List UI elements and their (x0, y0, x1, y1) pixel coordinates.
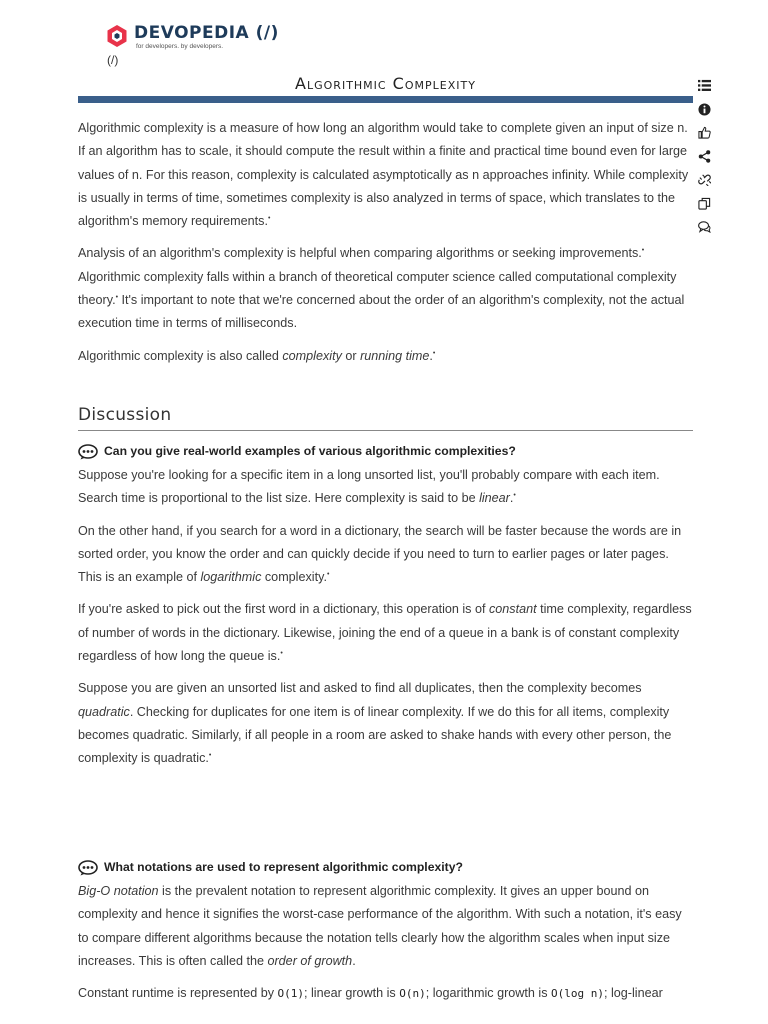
code-inline: O(log n) (551, 987, 604, 1001)
answer-paragraph: Suppose you're looking for a specific item in a long unsorted list, you'll probably compare with each item. Search time is proportional to the list size. Here complexity is said to be linear.• (78, 468, 660, 506)
article-intro (78, 117, 693, 377)
answer-paragraph: On the other hand, if you search for a word in a dictionary, the search will be faster because the words are in sorted order, you know the order and can quickly decide if you need to turn to earlier pages or later pages. This is an example of logarithmic complexity.• (78, 523, 682, 585)
section-divider (78, 430, 693, 431)
answer-paragraph: Constant runtime is represented by O(1); linear growth is O(n); logarithmic growth is O(log n); log-linear (78, 986, 663, 1001)
thumbs-up-icon[interactable] (694, 121, 714, 145)
citation-marker[interactable]: • (280, 649, 283, 657)
comments-icon[interactable] (694, 215, 714, 239)
answer-paragraph: Suppose you are given an unsorted list and asked to find all duplicates, then the complexity becomes quadratic. Checking for duplicates for one item is of linear complexity. If we do this for all items, complexity becomes quadratic. Similarly, if all people in a room are asked to shake hands with every other person, the complexity is quadratic.• (78, 681, 672, 766)
answer-paragraph: Big-O notation is the prevalent notation to represent algorithmic complexity. It gives an upper bound on complexity and hence it signifies the worst-case performance of the algorithm. With such a notation, it's easy to compare different algorithms because the notation tells clearly how the algorithm scales when input size increases. This is often called the order of growth. (78, 884, 682, 968)
discussion-heading: Discussion (78, 405, 172, 425)
home-link[interactable]: (/) (107, 53, 119, 67)
side-toolbar (694, 74, 714, 239)
code-inline: O(n) (399, 987, 426, 1001)
page-title: Algorithmic Complexity (295, 74, 476, 93)
citation-marker[interactable]: • (513, 492, 516, 500)
answer-paragraph: If you're asked to pick out the first word in a dictionary, this operation is of constant time complexity, regardless of number of words in the dictionary. Likewise, joining the end of a queue in a bank is of constant complexity regardless of how long the queue is.• (78, 602, 692, 664)
citation-marker[interactable]: • (267, 215, 271, 222)
copy-icon[interactable] (694, 192, 714, 216)
question-heading (78, 441, 693, 463)
title-underline-bar (78, 96, 693, 103)
unlink-icon[interactable] (694, 168, 714, 192)
citation-marker[interactable]: • (641, 247, 645, 255)
info-icon[interactable] (694, 98, 714, 122)
question-heading (78, 857, 693, 879)
question-text: What notations are used to represent algorithmic complexity? (104, 860, 463, 875)
citation-marker[interactable]: • (432, 349, 436, 357)
brand-name: DEVOPEDIA (/) (134, 23, 279, 43)
intro-paragraph-2: Analysis of an algorithm's complexity is helpful when comparing algorithms or seeking improvements.• Algorithmic complexity falls within a branch of theoretical computer science called computational complexity theory.• It's important to note that we're concerned about the order of an algorithm's complexity, not the actual execution time in terms of milliseconds. (78, 246, 685, 331)
intro-paragraph-1: Algorithmic complexity is a measure of how long an algorithm would take to complete given an input of size n. If an algorithm has to scale, it should compute the result within a finite and practical time bound even for large values of n. For this reason, complexity is calculated asymptotically as n approaches infinity. While complexity is usually in terms of time, sometimes complexity is also analyzed in terms of space, which translates to the algorithm's memory requirements.• (78, 121, 689, 229)
list-icon[interactable] (694, 74, 714, 98)
devopedia-logo-icon (106, 24, 128, 48)
comment-dots-icon (78, 860, 98, 876)
citation-marker[interactable]: • (208, 752, 212, 760)
code-inline: O(1) (277, 987, 305, 1001)
share-icon[interactable] (694, 145, 714, 169)
question-block-1 (78, 441, 693, 780)
site-logo[interactable] (106, 24, 279, 51)
question-block-2 (78, 857, 693, 1014)
intro-paragraph-3: Algorithmic complexity is also called complexity or running time.• (78, 348, 436, 363)
comment-dots-icon (78, 444, 98, 460)
citation-marker[interactable]: • (326, 571, 330, 578)
brand-tagline: for developers. by developers. (136, 43, 224, 50)
citation-marker[interactable]: • (115, 293, 119, 301)
question-text: Can you give real-world examples of various algorithmic complexities? (104, 444, 516, 459)
